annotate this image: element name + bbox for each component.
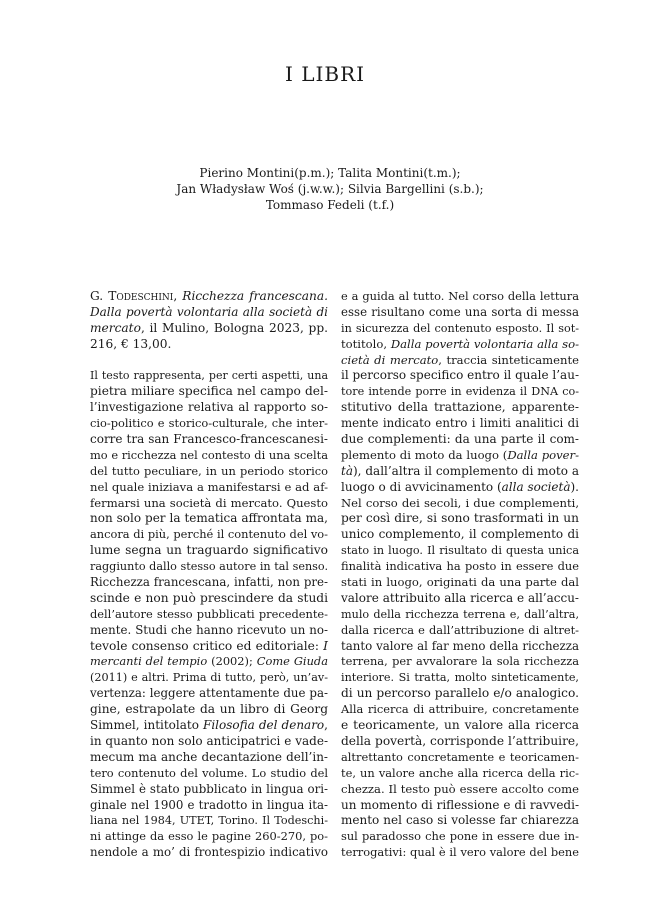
- book-citation: [90, 289, 328, 353]
- body-line: Il testo rappresenta, per certi aspetti, una: [90, 369, 328, 383]
- body-line: valore attribuito alla ricerca e all’accu-: [341, 590, 579, 605]
- italic-title: I: [323, 638, 328, 653]
- body-line: raggiunto dallo stesso autore in tal senso.: [90, 560, 328, 574]
- body-line: Alla ricerca di attribuire, concretamente: [341, 702, 579, 717]
- body-line: sul paradosso che pone in essere due in-: [341, 829, 579, 844]
- body-line: terrogativi: qual è il vero valore del bene: [341, 845, 579, 860]
- body-line: liana nel 1984, UTET, Torino. Il Todeschi-: [90, 814, 328, 828]
- contributors-line: Jan Władysław Woś (j.w.w.); Silvia Bargellini (s.b.);: [176, 182, 484, 196]
- body-line: in sicurezza del contenuto esposto. Il sot-: [341, 321, 579, 335]
- body-line: finalità indicativa ha posto in essere due: [341, 559, 579, 574]
- body-line: non solo per la tematica affrontata ma,: [90, 511, 328, 526]
- book-subtitle-end: mercato: [90, 320, 141, 335]
- citation-sep: ,: [173, 289, 183, 303]
- body-text: (2002);: [207, 654, 257, 669]
- body-line: Ricchezza francescana, infatti, non pre-: [90, 575, 328, 590]
- body-line: [341, 480, 579, 496]
- italic-title: cietà di mercato: [341, 352, 439, 367]
- body-line: cio-politico e storico-culturale, che inter-: [90, 416, 328, 431]
- body-line: pietra miliare specifica nel campo del-: [90, 384, 328, 399]
- body-line: stato in luogo. Il risultato di questa unica: [341, 544, 579, 558]
- body-line: terrena, per avvalorare la sola ricchezza: [341, 654, 579, 669]
- author-surname: Todeschini: [108, 289, 174, 303]
- contributors-line: Tommaso Fedeli (t.f.): [265, 198, 395, 212]
- body-line: [341, 464, 579, 480]
- body-line: Simmel è stato pubblicato in lingua ori-: [90, 781, 328, 796]
- body-text: , traccia sinteticamente: [438, 352, 579, 367]
- body-line: gine, estrapolate da un libro di Georg: [90, 702, 328, 717]
- body-line: [90, 718, 328, 734]
- body-line: per così dire, si sono trasformati in un: [341, 511, 579, 526]
- citation-line: [90, 321, 328, 337]
- right-column: [341, 289, 579, 861]
- body-line: dell’autore stesso pubblicati precedente-: [90, 606, 328, 621]
- italic-title: tà: [341, 463, 353, 478]
- body-line: interiore. Si tratta, molto sinteticamente,: [341, 671, 579, 685]
- book-title: Ricchezza francescana.: [182, 289, 328, 303]
- body-line: unico complemento, il complemento di: [341, 527, 579, 542]
- citation-line: [90, 289, 328, 305]
- body-line: dalla ricerca e dall’attribuzione di altret-: [341, 622, 579, 637]
- italic-title: Filosofia del denaro: [203, 718, 325, 733]
- body-text: ), dall’altra il complemento di moto a: [352, 463, 579, 478]
- section-title: I LIBRI: [284, 62, 366, 86]
- body-line: lume segna un traguardo significativo: [90, 543, 328, 558]
- body-text: ).: [570, 479, 579, 494]
- body-line: mulo della ricchezza terrena e, dall’altra,: [341, 607, 579, 621]
- body-line: fermarsi una società di mercato. Questo: [90, 495, 328, 510]
- body-line: [90, 654, 328, 670]
- body-line: ancora di più, perché il contenuto del vo-: [90, 527, 328, 542]
- left-column: [90, 289, 328, 861]
- body-line: e a guida al tutto. Nel corso della lettura: [341, 289, 579, 303]
- body-line: mecum ma anche decantazione dell’in-: [90, 749, 328, 764]
- body-line: della povertà, corrisponde l’attribuire,: [341, 733, 579, 748]
- body-line: [341, 448, 579, 464]
- publisher-info: , il Mulino, Bologna 2023, pp.: [140, 320, 328, 335]
- body-line: due complementi: da una parte il com-: [341, 432, 579, 447]
- body-line: mento nel caso si volesse far chiarezza: [341, 813, 579, 828]
- body-line: esse risultano come una sorta di messa: [341, 304, 579, 319]
- body-line: chezza. Il testo può essere accolto come: [341, 781, 579, 796]
- body-text: luogo o di avvicinamento (: [341, 479, 502, 494]
- body-text: Simmel, intitolato: [90, 718, 204, 733]
- italic-title: Dalla pover-: [507, 447, 579, 462]
- body-line: altrettanto concretamente e teoricamen-: [341, 749, 579, 764]
- body-line: tanto valore al far meno della ricchezza: [341, 638, 579, 653]
- body-line: stitutivo della trattazione, apparente-: [341, 400, 579, 415]
- body-line: ni attinge da esso le pagine 260-270, po-: [90, 829, 328, 844]
- body-line: tore intende porre in evidenza il DNA co-: [341, 385, 579, 399]
- body-line: di un percorso parallelo e/o analogico.: [341, 686, 579, 701]
- body-line: vertenza: leggere attentamente due pa-: [90, 686, 328, 701]
- body-line: [90, 639, 328, 655]
- body-line: ginale nel 1900 e tradotto in lingua ita-: [90, 797, 328, 812]
- book-subtitle: Dalla povertà volontaria alla società di: [90, 304, 328, 319]
- body-text: totitolo,: [341, 336, 391, 351]
- body-line: scinde e non può prescindere da studi: [90, 590, 328, 605]
- body-text: plemento di moto da luogo (: [341, 447, 508, 462]
- body-line: (2011) e altri. Prima di tutto, però, un’av-: [90, 671, 328, 685]
- review-body-left: [90, 368, 328, 861]
- contributors-line: Pierino Montini(p.m.); Talita Montini(t.m.);: [199, 166, 461, 180]
- body-line: stati in luogo, originati da una parte dal: [341, 575, 579, 590]
- paragraph-gap: [90, 353, 328, 369]
- body-line: [341, 337, 579, 353]
- italic-title: mercanti del tempio: [90, 654, 208, 669]
- body-line: e teoricamente, un valore alla ricerca: [341, 718, 579, 733]
- italic-title: alla società: [501, 479, 571, 494]
- body-line: mente indicato entro i limiti analitici di: [341, 416, 579, 431]
- body-text: ,: [324, 718, 328, 733]
- italic-title: Dalla povertà volontaria alla so-: [390, 336, 579, 351]
- italic-title: Come Giuda: [256, 654, 328, 669]
- body-line: te, un valore anche alla ricerca della ric-: [341, 765, 579, 780]
- body-line: Nel corso dei secoli, i due complementi,: [341, 495, 579, 510]
- body-line: nendole a mo’ di frontespizio indicativo: [90, 845, 328, 860]
- body-text: tevole consenso critico ed editoriale:: [90, 638, 324, 653]
- body-line: il percorso specifico entro il quale l’au-: [341, 368, 579, 383]
- citation-line: 216, € 13,00.: [90, 336, 172, 351]
- body-line: corre tra san Francesco-francescanesi-: [90, 432, 328, 447]
- body-line: del tutto peculiare, in un periodo storico: [90, 463, 328, 478]
- body-line: mente. Studi che hanno ricevuto un no-: [90, 622, 328, 637]
- body-line: un momento di riflessione e di ravvedi-: [341, 797, 579, 812]
- citation-line: [90, 305, 328, 321]
- contributors-block: [120, 165, 540, 213]
- body-line: tero contenuto del volume. Lo studio del: [90, 765, 328, 780]
- body-line: in quanto non solo anticipatrici e vade-: [90, 733, 328, 748]
- body-line: [341, 353, 579, 369]
- author-initial: G.: [90, 289, 109, 303]
- body-line: mo e ricchezza nel contesto di una scelta: [90, 447, 328, 462]
- body-line: l’investigazione relativa al rapporto so-: [90, 400, 328, 415]
- body-line: nel quale iniziava a manifestarsi e ad af-: [90, 479, 328, 494]
